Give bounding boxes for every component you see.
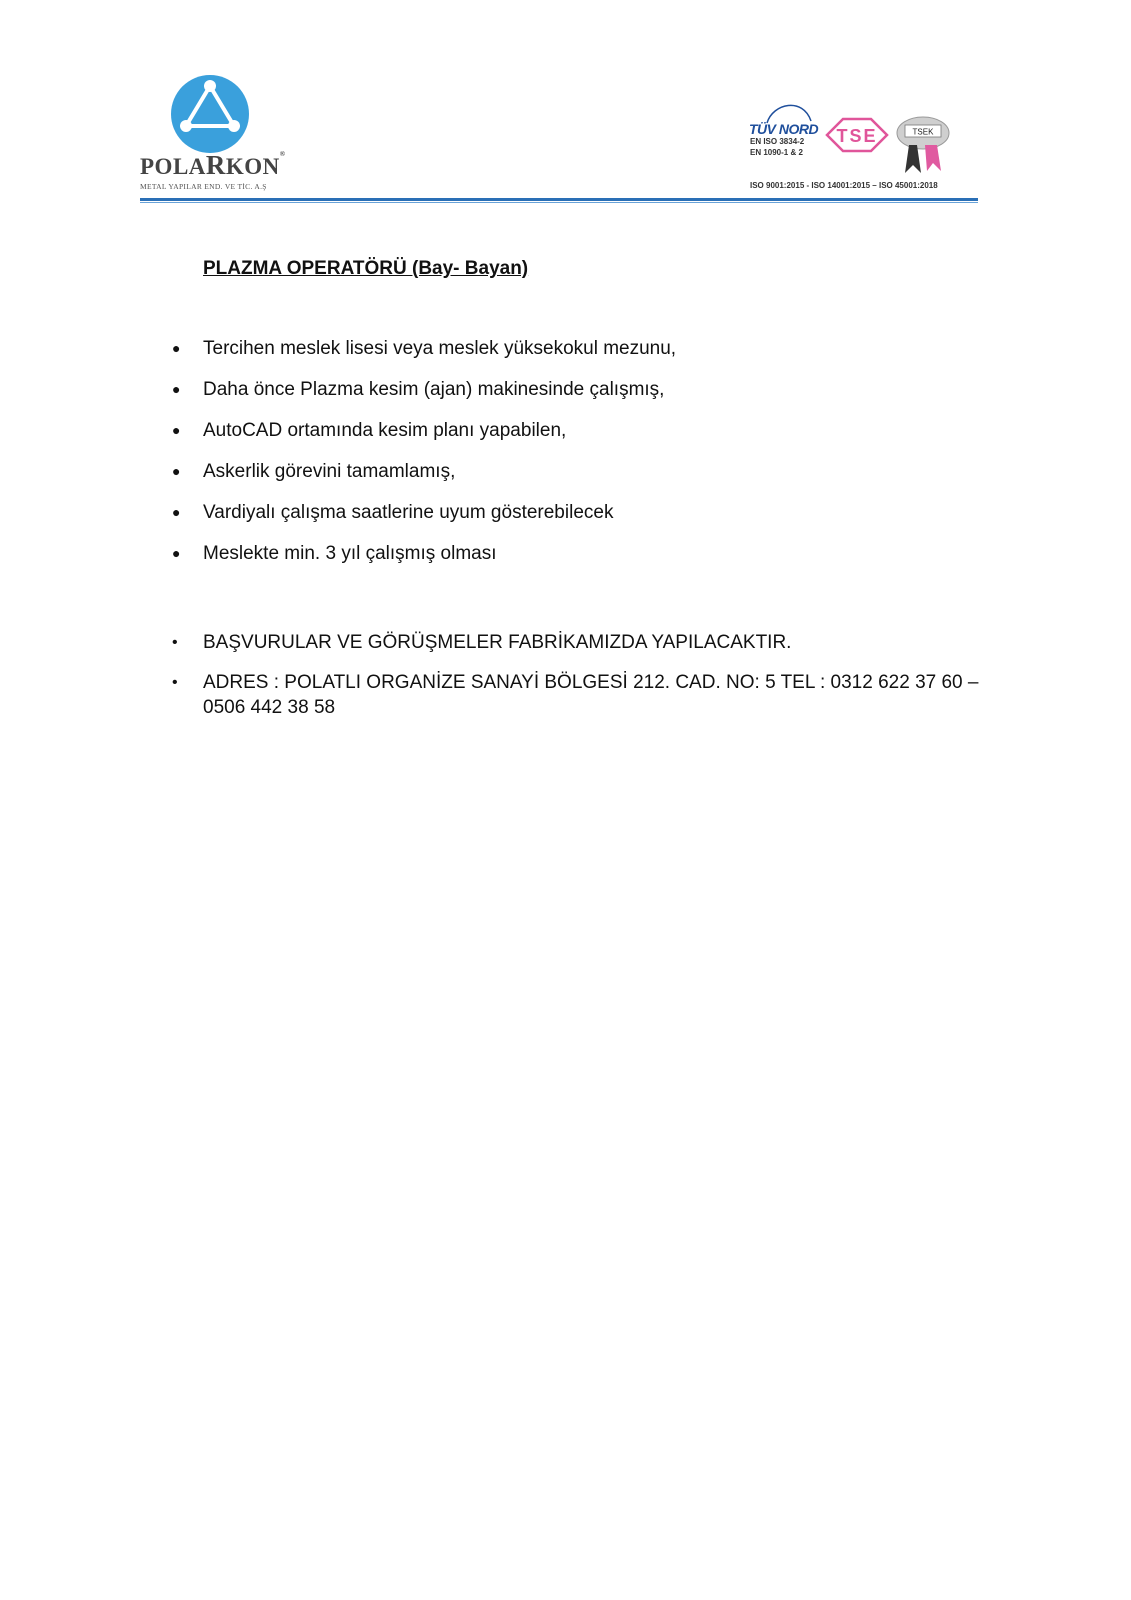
header-divider xyxy=(140,198,978,201)
list-item: ● Askerlik görevini tamamlamış, xyxy=(172,458,972,485)
address-line: • ADRES : POLATLI ORGANİZE SANAYİ BÖLGESİ 212. CAD. NO: 5 TEL : 0312 622 37 60 – 0506 442 38 58 xyxy=(172,672,979,718)
application-info-list xyxy=(172,630,992,735)
job-title: PLAZMA OPERATÖRÜ (Bay- Bayan) xyxy=(203,258,529,279)
bullet-icon: ● xyxy=(172,463,181,479)
tsek-badge-icon xyxy=(895,115,951,179)
brand-subtitle: METAL YAPILAR END. VE TİC. A.Ş xyxy=(140,182,267,191)
list-item: ● Daha önce Plazma kesim (ajan) makinesinde çalışmış, xyxy=(172,376,972,403)
bullet-icon: • xyxy=(172,674,178,691)
bullet-icon: ● xyxy=(172,381,181,397)
list-item: ● Tercihen meslek lisesi veya meslek yüksekokul mezunu, xyxy=(172,335,972,362)
list-item: ● Vardiyalı çalışma saatlerine uyum gösterebilecek xyxy=(172,499,972,526)
list-item: ● Meslekte min. 3 yıl çalışmış olması xyxy=(172,540,972,567)
bullet-icon: ● xyxy=(172,545,181,561)
company-logo xyxy=(140,70,300,195)
application-note: • BAŞVURULAR VE GÖRÜŞMELER FABRİKAMIZDA YAPILACAKTIR. xyxy=(172,632,792,653)
bullet-icon: ● xyxy=(172,504,181,520)
polarkon-triangle-icon xyxy=(170,74,250,154)
tuv-nord-label: TÜV NORD xyxy=(749,121,819,137)
tuv-standard-2: EN 1090-1 & 2 xyxy=(750,148,803,157)
tsek-label: TSEK xyxy=(912,127,934,137)
bullet-icon: ● xyxy=(172,340,181,356)
bullet-icon: • xyxy=(172,634,178,651)
header-divider-thin xyxy=(140,202,978,203)
brand-name: POLARKON® xyxy=(140,150,286,180)
list-item: ● AutoCAD ortamında kesim planı yapabilen, xyxy=(172,417,972,444)
tse-mark-icon xyxy=(825,117,889,153)
bullet-icon: ● xyxy=(172,422,181,438)
certification-marks xyxy=(745,95,980,195)
tuv-standard-1: EN ISO 3834-2 xyxy=(750,137,805,146)
tse-mark-label: TSE xyxy=(836,126,878,146)
requirements-list xyxy=(172,335,972,581)
iso-standards: ISO 9001:2015 - ISO 14001:2015 – ISO 45001:2018 xyxy=(750,181,938,190)
